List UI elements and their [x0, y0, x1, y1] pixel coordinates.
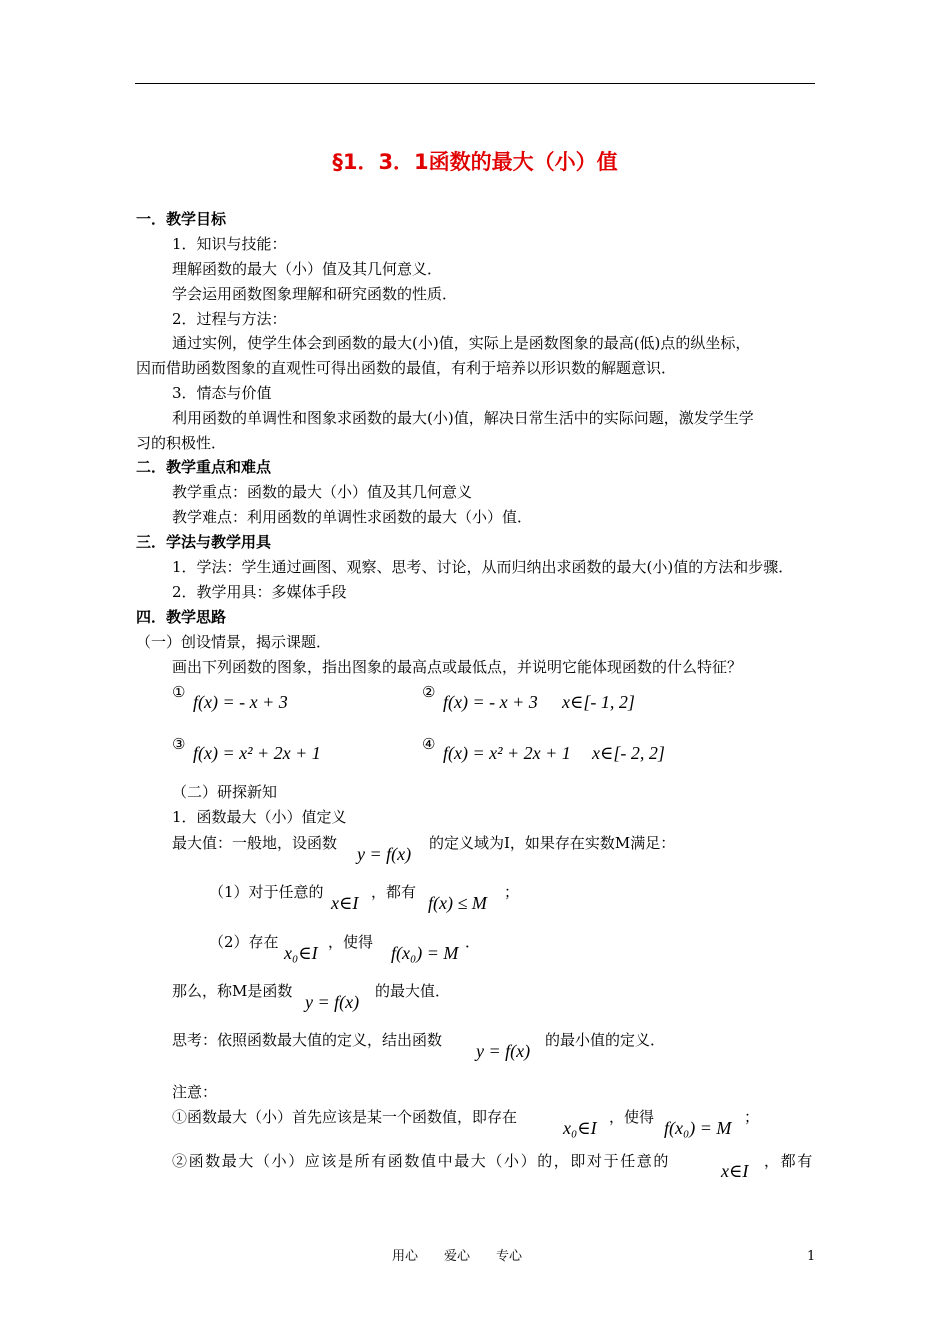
condition-text: ，使得	[328, 933, 374, 951]
header-rule	[135, 83, 815, 84]
paragraph-line: 1．知识与技能：	[172, 235, 287, 253]
think-text: 的最小值的定义．	[545, 1031, 666, 1049]
think-text: 思考：依照函数最大值的定义，结出函数	[172, 1031, 443, 1049]
definition-text: 最大值：一般地，设函数	[172, 834, 338, 852]
formula-y-fx: y = f(x)	[357, 844, 412, 864]
footer-motto: 用心 爱心 专心	[392, 1249, 523, 1264]
paragraph-line: 因而借助函数图象的直观性可得出函数的最值，有利于培养以形识数的解题意识．	[136, 359, 677, 377]
subsection-heading: （一）创设情景，揭示课题．	[136, 633, 332, 651]
formula-fx0-eq-M: f(x₀) = M	[391, 943, 459, 963]
note-label: 注意：	[172, 1083, 218, 1101]
paragraph-line: 2．过程与方法：	[172, 310, 287, 328]
example-formula: f(x) = x² + 2x + 1	[193, 743, 321, 763]
formula-y-fx: y = f(x)	[305, 992, 360, 1012]
note-text: ，都有	[764, 1152, 814, 1170]
section-heading-methods: 三．学法与教学用具	[136, 533, 272, 551]
paragraph-line: 3．情态与价值	[172, 384, 272, 402]
condition-text: ．	[465, 933, 481, 951]
condition-text: （2）存在	[209, 933, 279, 951]
condition-text: ；	[504, 883, 520, 901]
section-heading-goals: 一．教学目标	[136, 210, 227, 228]
formula-y-fx: y = f(x)	[476, 1041, 531, 1061]
example-domain: x∈[- 1, 2]	[562, 692, 635, 712]
definition-text: 的最大值．	[375, 982, 451, 1000]
note-text: ；	[744, 1108, 760, 1126]
note-text: ，使得	[609, 1108, 655, 1126]
example-number: ④	[422, 735, 436, 753]
formula-x0-in-I: x₀∈I	[284, 943, 318, 963]
example-formula: f(x) = x² + 2x + 1	[443, 743, 571, 763]
example-formula: f(x) = - x + 3	[443, 692, 538, 712]
note-text: ①函数最大（小）首先应该是某一个函数值，即存在	[172, 1108, 518, 1126]
paragraph-line: 画出下列函数的图象，指出图象的最高点或最低点，并说明它能体现函数的什么特征？	[172, 658, 743, 676]
example-number: ②	[422, 683, 436, 701]
paragraph-line: 理解函数的最大（小）值及其几何意义．	[172, 260, 443, 278]
formula-fx0-eq-M: f(x₀) = M	[664, 1118, 732, 1138]
formula-x-in-I: x∈I	[721, 1161, 749, 1181]
paragraph-line: 教学重点：函数的最大（小）值及其几何意义	[172, 483, 473, 501]
definition-text: 的定义域为I，如果存在实数M满足：	[429, 834, 676, 852]
formula-x-in-I: x∈I	[331, 893, 359, 913]
formula-x0-in-I: x₀∈I	[563, 1118, 597, 1138]
example-number: ③	[172, 735, 186, 753]
condition-text: （1）对于任意的	[209, 883, 324, 901]
section-heading-keypoints: 二．教学重点和难点	[136, 458, 272, 476]
page-number: 1	[807, 1249, 816, 1264]
paragraph-line: 学会运用函数图象理解和研究函数的性质．	[172, 285, 458, 303]
formula-fx-le-M: f(x) ≤ M	[428, 893, 487, 913]
definition-text: 那么，称M是函数	[172, 982, 293, 1000]
condition-text: ，都有	[371, 883, 417, 901]
section-heading-approach: 四．教学思路	[136, 608, 227, 626]
paragraph-line: 利用函数的单调性和图象求函数的最大(小)值，解决日常生活中的实际问题，激发学生学	[172, 409, 754, 427]
note-text: ②函数最大（小）应该是所有函数值中最大（小）的，即对于任意的	[172, 1152, 671, 1170]
page-title: §1．3．1函数的最大（小）值	[332, 150, 618, 174]
subsection-heading: （二）研探新知	[172, 783, 278, 801]
paragraph-line: 教学难点：利用函数的单调性求函数的最大（小）值．	[172, 508, 533, 526]
paragraph-line: 习的积极性．	[136, 434, 227, 452]
definition-title: 1．函数最大（小）值定义	[172, 808, 347, 826]
paragraph-line: 通过实例，使学生体会到函数的最大(小)值，实际上是函数图象的最高(低)点的纵坐标，	[172, 334, 751, 352]
example-formula: f(x) = - x + 3	[193, 692, 288, 712]
paragraph-line: 2．教学用具：多媒体手段	[172, 583, 347, 601]
example-number: ①	[172, 683, 186, 701]
example-domain: x∈[- 2, 2]	[592, 743, 665, 763]
paragraph-line: 1．学法：学生通过画图、观察、思考、讨论，从而归纳出求函数的最大(小)值的方法和步骤．	[172, 558, 794, 576]
